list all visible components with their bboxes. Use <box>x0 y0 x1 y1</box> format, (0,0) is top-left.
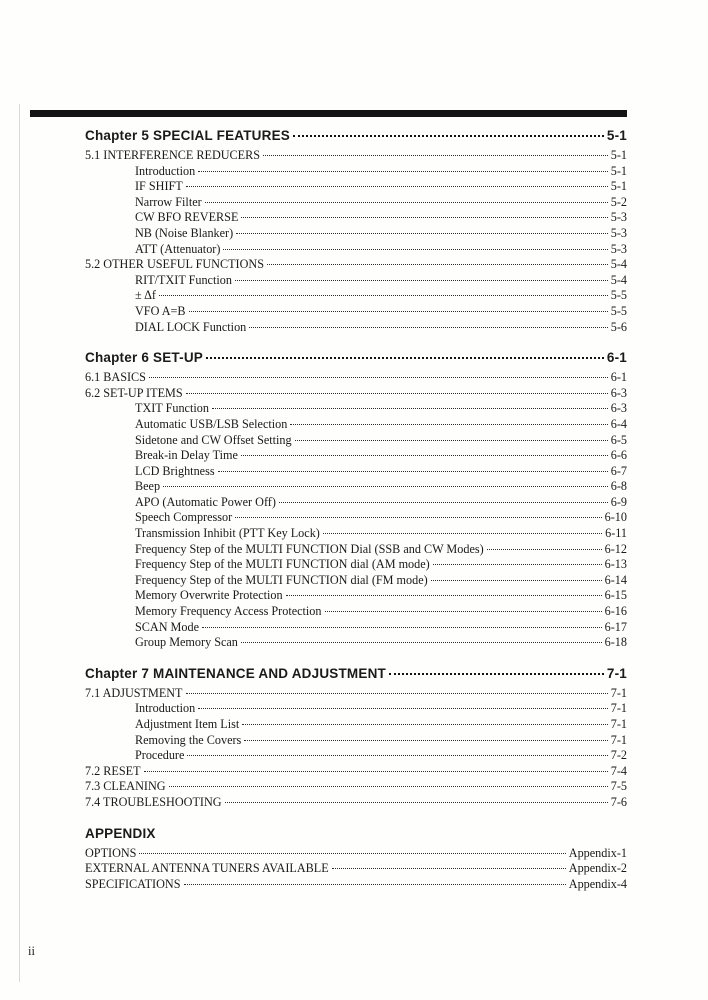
chapter-heading-label: Chapter 7 MAINTENANCE AND ADJUSTMENT <box>85 665 386 681</box>
toc-entry <box>85 620 627 636</box>
toc-entry <box>85 877 627 893</box>
toc-entry-page: Appendix-2 <box>568 861 627 876</box>
leader-dots <box>241 455 608 456</box>
toc-entry-page: 6-16 <box>604 604 627 619</box>
toc-entry <box>85 464 627 480</box>
toc-entry-page: 5-3 <box>610 225 627 240</box>
toc-entry <box>85 433 627 449</box>
toc-entry-page: 7-6 <box>610 794 627 809</box>
toc-entry <box>85 573 627 589</box>
toc-entry <box>85 686 627 702</box>
chapter-page-number: 7-1 <box>606 665 627 681</box>
toc-entry-page: 6-3 <box>610 385 627 400</box>
toc-entry-label: Memory Overwrite Protection <box>135 588 283 603</box>
toc-entry <box>85 273 627 289</box>
toc-entry-label: LCD Brightness <box>135 463 215 478</box>
toc-entry <box>85 748 627 764</box>
leader-dots <box>323 533 602 534</box>
toc-entry <box>85 195 627 211</box>
toc-entry <box>85 846 627 862</box>
scan-page-edge <box>19 104 20 982</box>
leader-dots <box>149 377 608 378</box>
toc-entry <box>85 764 627 780</box>
leader-dots <box>144 771 608 772</box>
toc-entry <box>85 779 627 795</box>
toc-entry <box>85 588 627 604</box>
toc-entry-page: 5-4 <box>610 272 627 287</box>
leader-dots <box>431 580 602 581</box>
toc-entry-page: 7-2 <box>610 748 627 763</box>
leader-dots <box>159 295 608 296</box>
toc-entry-page: 5-1 <box>610 148 627 162</box>
chapter-heading-row <box>85 350 627 366</box>
toc-entry <box>85 861 627 877</box>
toc-entry-page: 5-3 <box>610 210 627 225</box>
toc-entry-label: 7.4 TROUBLESHOOTING <box>85 794 222 809</box>
toc-entry-label: Introduction <box>135 163 196 178</box>
leader-dots <box>218 471 608 472</box>
chapter-heading-row <box>85 666 627 682</box>
leader-dots <box>290 424 607 425</box>
leader-dots <box>225 802 608 803</box>
leader-dots <box>189 311 608 312</box>
leader-dots <box>244 740 607 741</box>
leader-dots <box>295 440 608 441</box>
leader-dots <box>235 280 608 281</box>
leader-dots <box>263 155 608 156</box>
toc-entry-page: 6-18 <box>604 635 627 650</box>
toc-entry-label: ATT (Attenuator) <box>135 241 221 256</box>
toc-entry <box>85 479 627 495</box>
leader-dots <box>241 217 607 218</box>
toc-entry-page: 6-15 <box>604 588 627 603</box>
toc-entry-label: NB (Noise Blanker) <box>135 225 234 240</box>
leader-dots <box>487 549 602 550</box>
toc-entry <box>85 257 627 273</box>
toc-entry <box>85 557 627 573</box>
leader-dots <box>198 708 608 709</box>
toc-section <box>85 666 627 811</box>
chapter-heading-label: Chapter 6 SET-UP <box>85 350 203 366</box>
toc-entry <box>85 226 627 242</box>
leader-dots <box>212 408 608 409</box>
toc-entry <box>85 495 627 511</box>
leader-dots <box>279 502 608 503</box>
toc-entry <box>85 164 627 180</box>
chapter-page-number: 5-1 <box>606 128 627 143</box>
toc-entry-label: Speech Compressor <box>135 510 233 525</box>
toc-entry <box>85 526 627 542</box>
toc-entry-label: SPECIFICATIONS <box>85 876 181 891</box>
toc-entry-page: 6-3 <box>610 401 627 416</box>
toc-entry-label: 7.1 ADJUSTMENT <box>85 685 183 700</box>
toc-entry <box>85 179 627 195</box>
toc-entry-label: Removing the Covers <box>135 732 242 747</box>
toc-entry <box>85 148 627 164</box>
toc-entry-label: EXTERNAL ANTENNA TUNERS AVAILABLE <box>85 861 329 876</box>
toc-entry-page: 5-1 <box>610 163 627 178</box>
toc-entry-label: APO (Automatic Power Off) <box>135 494 276 509</box>
toc-entry-page: 6-9 <box>610 494 627 509</box>
toc-entry-page: 7-4 <box>610 763 627 778</box>
leader-dots <box>206 357 604 359</box>
leader-dots <box>293 135 604 137</box>
toc-entry-label: OPTIONS <box>85 845 137 860</box>
toc-section <box>85 350 627 651</box>
toc-entry <box>85 401 627 417</box>
toc-entry-label: Beep <box>135 479 161 494</box>
toc-entry <box>85 304 627 320</box>
toc-entry-page: 5-1 <box>610 179 627 194</box>
leader-dots <box>332 868 566 869</box>
toc-entry-label: ± Δf <box>135 288 156 303</box>
toc-entry <box>85 542 627 558</box>
leader-dots <box>267 264 608 265</box>
toc-entry-page: 6-11 <box>605 526 627 541</box>
toc-entry-page: 5-6 <box>610 319 627 334</box>
toc-entry-label: 5.1 INTERFERENCE REDUCERS <box>85 148 261 162</box>
toc-entry <box>85 210 627 226</box>
toc-entry-page: 6-1 <box>610 370 627 385</box>
toc-entry-label: Frequency Step of the MULTI FUNCTION dial (AM mode) <box>135 557 430 572</box>
toc-entry-page: 6-10 <box>604 510 627 525</box>
toc-entry-page: 6-14 <box>604 572 627 587</box>
toc-entry-page: 5-3 <box>610 241 627 256</box>
toc-entry-page: Appendix-1 <box>568 845 627 860</box>
toc-entry-page: 6-17 <box>604 619 627 634</box>
toc-entry-page: 7-1 <box>610 685 627 700</box>
toc-entry-label: 7.3 CLEANING <box>85 779 166 794</box>
leader-dots <box>242 724 607 725</box>
toc-entry <box>85 701 627 717</box>
chapter-heading-label: Chapter 5 SPECIAL FEATURES <box>85 128 290 143</box>
leader-dots <box>202 627 602 628</box>
toc-entry-page: 6-7 <box>610 463 627 478</box>
toc-entry <box>85 635 627 651</box>
chapter-heading-label: APPENDIX <box>85 825 156 841</box>
leader-dots <box>139 853 565 854</box>
toc-entry-page: 7-1 <box>610 717 627 731</box>
leader-dots <box>186 693 608 694</box>
toc-entry-page: 6-13 <box>604 557 627 572</box>
toc-entry-label: Group Memory Scan <box>135 635 238 650</box>
toc-entry <box>85 288 627 304</box>
toc-entry <box>85 510 627 526</box>
toc-entry <box>85 448 627 464</box>
toc-entry-label: VFO A=B <box>135 303 186 318</box>
table-of-contents <box>85 128 627 897</box>
toc-section <box>85 128 627 335</box>
leader-dots <box>389 673 604 675</box>
leader-dots <box>205 202 608 203</box>
chapter-page-number: 6-1 <box>606 350 627 366</box>
chapter-heading-row <box>85 128 627 144</box>
toc-entry-page: Appendix-4 <box>568 876 627 891</box>
toc-entry-label: CW BFO REVERSE <box>135 210 239 225</box>
toc-entry <box>85 795 627 811</box>
toc-entry-label: 6.1 BASICS <box>85 370 146 385</box>
toc-entry <box>85 604 627 620</box>
toc-entry-label: Memory Frequency Access Protection <box>135 604 322 619</box>
toc-entry <box>85 733 627 749</box>
toc-entry-label: Break-in Delay Time <box>135 448 238 463</box>
leader-dots <box>235 517 602 518</box>
toc-entry-label: 5.2 OTHER USEFUL FUNCTIONS <box>85 257 264 272</box>
toc-entry-label: Transmission Inhibit (PTT Key Lock) <box>135 526 320 541</box>
toc-entry-label: 6.2 SET-UP ITEMS <box>85 385 183 400</box>
toc-entry-label: Automatic USB/LSB Selection <box>135 416 288 431</box>
leader-dots <box>241 642 602 643</box>
leader-dots <box>325 611 602 612</box>
toc-entry <box>85 717 627 733</box>
toc-entry-page: 6-8 <box>610 479 627 494</box>
toc-entry-page: 5-4 <box>610 257 627 272</box>
leader-dots <box>186 393 608 394</box>
toc-entry-page: 6-4 <box>610 416 627 431</box>
toc-entry-page: 5-5 <box>610 288 627 303</box>
toc-entry-label: SCAN Mode <box>135 619 199 634</box>
toc-entry-label: Frequency Step of the MULTI FUNCTION Dial (SSB and CW Modes) <box>135 541 484 556</box>
top-rule <box>30 110 627 117</box>
toc-entry-label: Procedure <box>135 748 185 763</box>
toc-entry-label: Frequency Step of the MULTI FUNCTION dial (FM mode) <box>135 572 428 587</box>
leader-dots <box>286 595 602 596</box>
toc-entry-label: Sidetone and CW Offset Setting <box>135 432 292 447</box>
toc-entry-label: RIT/TXIT Function <box>135 272 232 287</box>
toc-entry-label: Narrow Filter <box>135 194 202 209</box>
leader-dots <box>184 884 566 885</box>
toc-entry-page: 7-1 <box>610 732 627 747</box>
toc-section <box>85 826 627 893</box>
appendix-heading-row <box>85 826 627 842</box>
toc-entry-label: TXIT Function <box>135 401 209 416</box>
leader-dots <box>249 327 607 328</box>
toc-entry-label: Introduction <box>135 701 196 716</box>
page-number-label: ii <box>28 944 35 958</box>
toc-entry <box>85 320 627 336</box>
toc-entry-page: 6-6 <box>610 448 627 463</box>
leader-dots <box>186 186 608 187</box>
toc-entry-page: 7-5 <box>610 779 627 794</box>
toc-entry <box>85 417 627 433</box>
toc-entry-page: 6-12 <box>604 541 627 556</box>
toc-entry-label: DIAL LOCK Function <box>135 319 247 334</box>
toc-entry-page: 7-1 <box>610 701 627 716</box>
toc-entry <box>85 386 627 402</box>
toc-entry <box>85 370 627 386</box>
leader-dots <box>187 755 607 756</box>
leader-dots <box>198 171 608 172</box>
toc-entry-label: IF SHIFT <box>135 179 183 194</box>
leader-dots <box>223 249 607 250</box>
leader-dots <box>433 564 602 565</box>
toc-entry-label: Adjustment Item List <box>135 717 240 731</box>
leader-dots <box>163 486 608 487</box>
toc-entry-label: 7.2 RESET <box>85 763 141 778</box>
leader-dots <box>169 786 608 787</box>
toc-entry <box>85 242 627 258</box>
toc-entry-page: 5-2 <box>610 194 627 209</box>
toc-entry-page: 6-5 <box>610 432 627 447</box>
leader-dots <box>236 233 608 234</box>
toc-entry-page: 5-5 <box>610 303 627 318</box>
